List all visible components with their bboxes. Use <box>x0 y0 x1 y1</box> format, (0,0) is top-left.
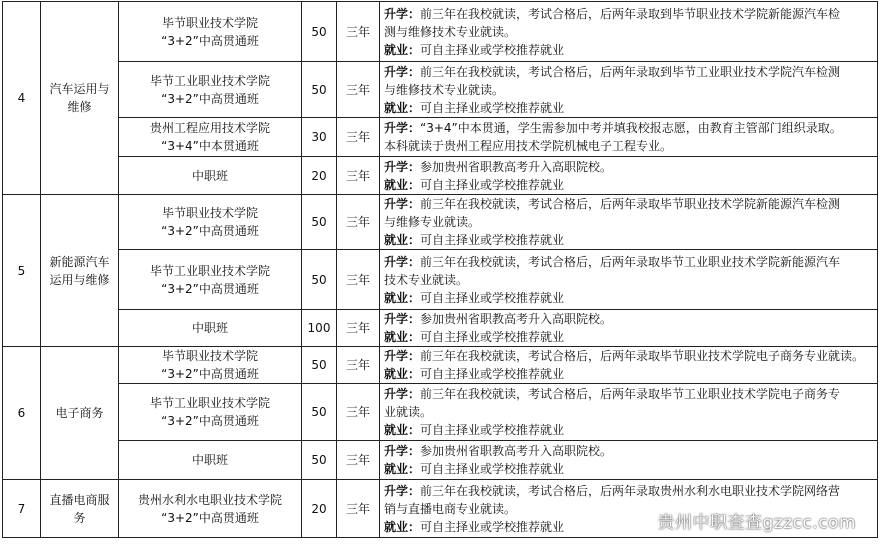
school-program <box>119 195 302 250</box>
pathway-text: 前三年在我校就读，考试合格后，后两年录取毕节职业技术学院新能源汽车检测 <box>420 197 841 211</box>
pathway-text: 技术专业就读。 <box>384 272 469 287</box>
row-number: 4 <box>3 2 41 195</box>
pathway-label: 就业： <box>384 367 421 381</box>
study-duration: 三年 <box>337 310 380 347</box>
school-program-line: 毕节工业职业技术学院 <box>149 73 270 88</box>
pathway-text: 参加贵州省职教高考升入高职院校。 <box>420 444 613 458</box>
school-program <box>119 347 302 384</box>
pathway-line <box>384 119 873 137</box>
pathway-text: 本科就读于贵州工程应用技术学院机械电子工程专业。 <box>384 139 673 153</box>
school-program <box>119 157 302 195</box>
school-program-line: “3+2”中高贯通班 <box>161 33 259 48</box>
pathway-line <box>384 195 873 213</box>
school-program-line: 贵州水利水电职业技术学院 <box>137 492 282 507</box>
enrollment-quota: 50 <box>302 347 337 384</box>
school-program-line: “3+2”中高贯通班 <box>161 281 259 296</box>
pathway-label: 升学： <box>384 483 421 498</box>
pathway-line <box>384 385 873 403</box>
enrollment-quota: 50 <box>302 384 337 441</box>
pathway-line <box>384 253 873 271</box>
pathway-text: 前三年在我校就读，考试合格后，后两年录取毕节工业职业技术学院电子商务专 <box>420 387 841 401</box>
school-program-line: 中职班 <box>191 453 228 467</box>
pathway-line <box>384 23 873 41</box>
pathway-text: 前三年在我校就读，考试合格后，后两年录取到毕节职业技术学院新能源汽车检 <box>420 6 841 21</box>
school-program-line: 毕节职业技术学院 <box>161 15 258 30</box>
pathway-label: 就业： <box>384 423 421 437</box>
pathway-text: 可自主择业或学校推荐就业 <box>420 177 565 192</box>
school-program <box>119 480 302 538</box>
pathway-line <box>384 137 873 155</box>
pathway-label: 升学： <box>384 64 421 79</box>
pathway-label: 升学： <box>384 159 421 174</box>
table-row <box>3 62 878 118</box>
table-row <box>3 157 878 195</box>
school-program-line: “3+4”中本贯通班 <box>161 139 259 153</box>
table-row <box>3 310 878 347</box>
major-name-line: 务 <box>73 510 86 525</box>
pathway-description <box>380 347 878 384</box>
school-program-line: “3+2”中高贯通班 <box>161 224 259 238</box>
row-number: 6 <box>3 347 41 480</box>
pathway-description <box>380 118 878 157</box>
pathway-label: 就业： <box>384 462 421 476</box>
pathway-label: 升学： <box>384 349 421 363</box>
pathway-line <box>384 176 873 194</box>
table-row <box>3 118 878 157</box>
school-program-line: “3+2”中高贯通班 <box>161 510 259 525</box>
pathway-text: 测与维修技术专业就读。 <box>384 24 517 39</box>
pathway-text: 可自主择业或学校推荐就业 <box>420 290 565 305</box>
major-name-line: 直播电商服 <box>49 492 110 507</box>
pathway-description <box>380 384 878 441</box>
pathway-text: 与维修专业就读。 <box>384 215 481 229</box>
table-row <box>3 250 878 310</box>
pathway-label: 升学： <box>384 6 421 21</box>
school-program-line: “3+2”中高贯通班 <box>161 414 259 428</box>
table-row <box>3 2 878 62</box>
pathway-text: 前三年在我校就读，考试合格后，后两年录取到毕节工业职业技术学院汽车检测 <box>420 64 841 79</box>
pathway-line <box>384 328 873 346</box>
school-program-line: “3+2”中高贯通班 <box>161 91 259 106</box>
pathway-text: 业就读。 <box>384 405 433 419</box>
major-name-line: 电子商务 <box>55 406 104 420</box>
school-program-line: 毕节职业技术学院 <box>161 349 258 363</box>
enrollment-quota: 50 <box>302 62 337 118</box>
enrollment-quota: 50 <box>302 2 337 62</box>
school-program <box>119 250 302 310</box>
pathway-text: 可自主择业或学校推荐就业 <box>420 42 565 57</box>
row-number: 7 <box>3 480 41 538</box>
pathway-line <box>384 289 873 307</box>
pathway-line <box>384 482 873 500</box>
row-number: 5 <box>3 195 41 347</box>
pathway-line <box>384 347 873 365</box>
school-program <box>119 118 302 157</box>
school-program-line: 毕节职业技术学院 <box>161 206 258 220</box>
pathway-label: 升学： <box>384 387 421 401</box>
pathway-text: 可自主择业或学校推荐就业 <box>420 100 565 115</box>
study-duration: 三年 <box>337 62 380 118</box>
pathway-text: 可自主择业或学校推荐就业 <box>420 519 565 534</box>
pathway-description <box>380 2 878 62</box>
enrollment-quota: 50 <box>302 195 337 250</box>
major-name-line: 维修 <box>67 100 92 114</box>
pathway-label: 就业： <box>384 177 421 192</box>
site-watermark: 贵州中职查查gzzcc.com <box>657 513 856 533</box>
pathway-description <box>380 310 878 347</box>
pathway-line <box>384 460 873 478</box>
enrollment-quota: 30 <box>302 118 337 157</box>
pathway-label: 升学： <box>384 444 421 458</box>
school-program <box>119 2 302 62</box>
pathway-text: 参加贵州省职教高考升入高职院校。 <box>420 312 613 326</box>
pathway-line <box>384 63 873 81</box>
pathway-description <box>380 195 878 250</box>
table-row <box>3 347 878 384</box>
pathway-line <box>384 442 873 460</box>
pathway-label: 升学： <box>384 254 421 269</box>
pathway-line <box>384 41 873 59</box>
study-duration: 三年 <box>337 384 380 441</box>
pathway-label: 就业： <box>384 519 421 534</box>
study-duration: 三年 <box>337 347 380 384</box>
pathway-text: 与维修技术专业就读。 <box>384 82 505 97</box>
pathway-text: 可自主择业或学校推荐就业 <box>420 423 565 437</box>
pathway-label: 就业： <box>384 330 421 344</box>
major-name <box>41 347 119 480</box>
school-program-line: 毕节工业职业技术学院 <box>149 263 270 278</box>
pathway-line <box>384 231 873 249</box>
table-row <box>3 441 878 480</box>
pathway-description <box>380 250 878 310</box>
study-duration: 三年 <box>337 157 380 195</box>
pathway-text: 前三年在我校就读，考试合格后，后两年录取贵州水利水电职业技术学院网络营 <box>420 483 841 498</box>
enrollment-quota: 50 <box>302 250 337 310</box>
enrollment-quota: 100 <box>302 310 337 347</box>
school-program-line: 贵州工程应用技术学院 <box>149 121 270 135</box>
pathway-line <box>384 365 873 383</box>
pathway-line <box>384 99 873 117</box>
pathway-label: 升学： <box>384 121 421 135</box>
study-duration: 三年 <box>337 250 380 310</box>
study-duration: 三年 <box>337 2 380 62</box>
pathway-line <box>384 421 873 439</box>
pathway-line <box>384 213 873 231</box>
school-program-line: 中职班 <box>191 321 228 335</box>
pathway-text: 可自主择业或学校推荐就业 <box>420 330 565 344</box>
pathway-text: “3+4”中本贯通，学生需参加中考并填我校报志愿，由教育主管部门组织录取。 <box>420 121 842 135</box>
pathway-line <box>384 81 873 99</box>
school-program <box>119 441 302 480</box>
major-name <box>41 2 119 195</box>
pathway-label: 就业： <box>384 290 421 305</box>
pathway-label: 就业： <box>384 233 421 247</box>
table-row <box>3 195 878 250</box>
table-row <box>3 384 878 441</box>
pathway-text: 可自主择业或学校推荐就业 <box>420 462 565 476</box>
pathway-description <box>380 157 878 195</box>
enrollment-quota: 20 <box>302 157 337 195</box>
pathway-line <box>384 158 873 176</box>
pathway-line <box>384 310 873 328</box>
school-program-line: 毕节工业职业技术学院 <box>149 396 270 410</box>
major-name <box>41 195 119 347</box>
enrollment-quota: 50 <box>302 441 337 480</box>
pathway-line <box>384 271 873 289</box>
pathway-text: 可自主择业或学校推荐就业 <box>420 367 565 381</box>
school-program <box>119 384 302 441</box>
pathway-description <box>380 441 878 480</box>
pathway-line <box>384 5 873 23</box>
pathway-text: 前三年在我校就读，考试合格后，后两年录取毕节职业技术学院电子商务专业就读。 <box>420 349 865 363</box>
pathway-label: 就业： <box>384 100 421 115</box>
study-duration: 三年 <box>337 441 380 480</box>
study-duration: 三年 <box>337 118 380 157</box>
pathway-label: 升学： <box>384 312 421 326</box>
major-name-line: 新能源汽车 <box>49 254 110 269</box>
school-program-line: 中职班 <box>191 168 228 183</box>
pathway-text: 可自主择业或学校推荐就业 <box>420 233 565 247</box>
major-name <box>41 480 119 538</box>
pathway-label: 就业： <box>384 42 421 57</box>
pathway-text: 前三年在我校就读，考试合格后，后两年录取毕节工业职业技术学院新能源汽车 <box>420 254 841 269</box>
enrollment-quota: 20 <box>302 480 337 538</box>
pathway-description <box>380 62 878 118</box>
pathway-text: 销与直播电商专业就读。 <box>384 501 517 516</box>
admission-plan-table <box>2 1 878 538</box>
school-program-line: “3+2”中高贯通班 <box>161 367 259 381</box>
study-duration: 三年 <box>337 480 380 538</box>
study-duration: 三年 <box>337 195 380 250</box>
major-name-line: 汽车运用与 <box>49 82 110 96</box>
school-program <box>119 310 302 347</box>
school-program <box>119 62 302 118</box>
pathway-line <box>384 403 873 421</box>
major-name-line: 运用与维修 <box>49 272 110 287</box>
pathway-label: 升学： <box>384 197 421 211</box>
pathway-text: 参加贵州省职教高考升入高职院校。 <box>420 159 613 174</box>
